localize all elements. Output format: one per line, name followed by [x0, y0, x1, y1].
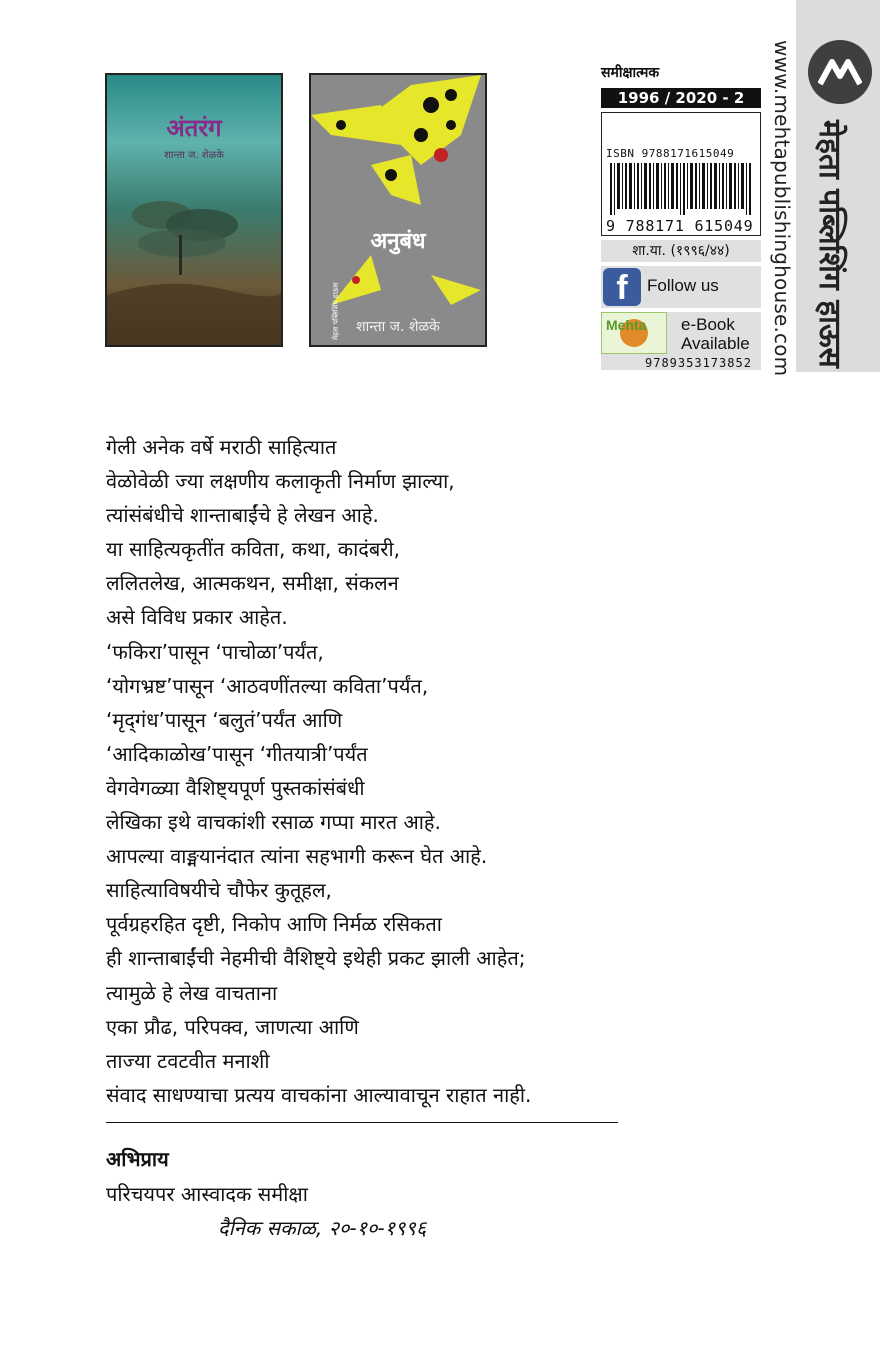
- book-cover-antarang[interactable]: [105, 73, 283, 347]
- ebook-logo-text: Mehta: [606, 317, 647, 333]
- blurb-line: वेळोवेळी ज्या लक्षणीय कलाकृती निर्माण झाल्या,: [106, 469, 455, 494]
- cover-title: अंतरंग: [166, 114, 222, 142]
- ebook-isbn: 9789353173852: [645, 356, 752, 370]
- mehta-m-logo-icon: [818, 54, 862, 90]
- blurb-line: लेखिका इथे वाचकांशी रसाळ गप्पा मारत आहे.: [106, 810, 441, 835]
- edition-label: 1996 / 2020 - 2: [601, 88, 761, 108]
- blurb-line: ‘फकिरा’पासून ‘पाचोळा’पर्यंत,: [106, 639, 324, 664]
- blurb-line: त्यांसंबंधीचे शान्ताबाईंचे हे लेखन आहे.: [106, 503, 379, 528]
- ebook-line2: Available: [681, 334, 750, 353]
- facebook-icon: f: [603, 268, 641, 306]
- blurb-line: ‘आदिकाळोख’पासून ‘गीतयात्री’पर्यंत: [106, 741, 368, 766]
- book-cover-anubandh[interactable]: [309, 73, 487, 347]
- ebook-available-box[interactable]: [601, 312, 761, 370]
- publisher-name: मेहता पब्लिशिंग हाऊस: [812, 120, 847, 368]
- mehta-ebooks-logo-icon: [601, 312, 667, 354]
- cover-title: अनुबंध: [370, 229, 426, 254]
- blurb-line: एका प्रौढ, परिपक्व, जाणत्या आणि: [106, 1014, 359, 1039]
- blurb-line: ही शान्ताबाईंची नेहमीची वैशिष्ट्ये इथेही प्रकट झाली आहेत;: [106, 946, 526, 971]
- blurb-line: ललितलेख, आत्मकथन, समीक्षा, संकलन: [106, 571, 399, 596]
- follow-us-label: Follow us: [647, 276, 719, 295]
- blurb-line: ‘मृद्‌गंध’पासून ‘बलुतं’पर्यंत आणि: [106, 707, 343, 732]
- isbn-label: ISBN 9788171615049: [606, 147, 735, 160]
- blurb-line: वेगवेगळ्या वैशिष्ट्यपूर्ण पुस्तकांसंबंधी: [106, 775, 365, 800]
- blurb-line: गेली अनेक वर्षे मराठी साहित्यात: [106, 435, 337, 459]
- blurb-line: त्यामुळे हे लेख वाचताना: [106, 980, 278, 1005]
- blurb-line: साहित्याविषयीचे चौफेर कुतूहल,: [106, 878, 332, 903]
- publisher-logo[interactable]: [808, 40, 872, 104]
- review-source: दैनिक सकाळ, २०-१०-१९९६: [218, 1216, 427, 1240]
- blurb-line: असे विविध प्रकार आहेत.: [106, 605, 288, 630]
- genre-label: समीक्षात्मक: [601, 65, 660, 81]
- ebook-label: [681, 315, 750, 353]
- blurb-text: [106, 430, 666, 1112]
- blurb-line: आपल्या वाङ्मयानंदात त्यांना सहभागी करून घेत आहे.: [106, 844, 488, 869]
- cover-author: शान्ता ज. शेळके: [356, 319, 440, 335]
- blurb-line: ताज्या टवटवीत मनाशी: [106, 1048, 270, 1073]
- divider: [106, 1122, 618, 1123]
- cover-publisher: मेहता पब्लिशिंग हाऊस: [332, 282, 340, 340]
- blurb-line: संवाद साधण्याचा प्रत्यय वाचकांना आल्यावाचून राहात नाही.: [106, 1082, 532, 1107]
- isbn-barcode-box: [601, 112, 761, 236]
- catalog-number: शा.या. (१९९६/४४): [601, 240, 761, 262]
- publisher-website[interactable]: www.mehtapublishinghouse.com: [770, 40, 794, 377]
- barcode-icon: [608, 163, 756, 215]
- isbn-digits: 9 788171 615049: [606, 217, 754, 235]
- blurb-line: ‘योगभ्रष्ट’पासून ‘आठवणींतल्या कविता’पर्यंत,: [106, 673, 429, 698]
- review-text: परिचयपर आस्वादक समीक्षा: [106, 1182, 308, 1206]
- blurb-line: पूर्वग्रहरहित दृष्टी, निकोप आणि निर्मळ रसिकता: [106, 912, 442, 937]
- review-heading: अभिप्राय: [106, 1147, 169, 1171]
- ebook-line1: e-Book: [681, 315, 735, 334]
- follow-us-facebook[interactable]: [601, 266, 761, 308]
- cover-author: शान्ता ज. शेळके: [164, 150, 224, 161]
- blurb-line: या साहित्यकृतींत कविता, कथा, कादंबरी,: [106, 537, 401, 562]
